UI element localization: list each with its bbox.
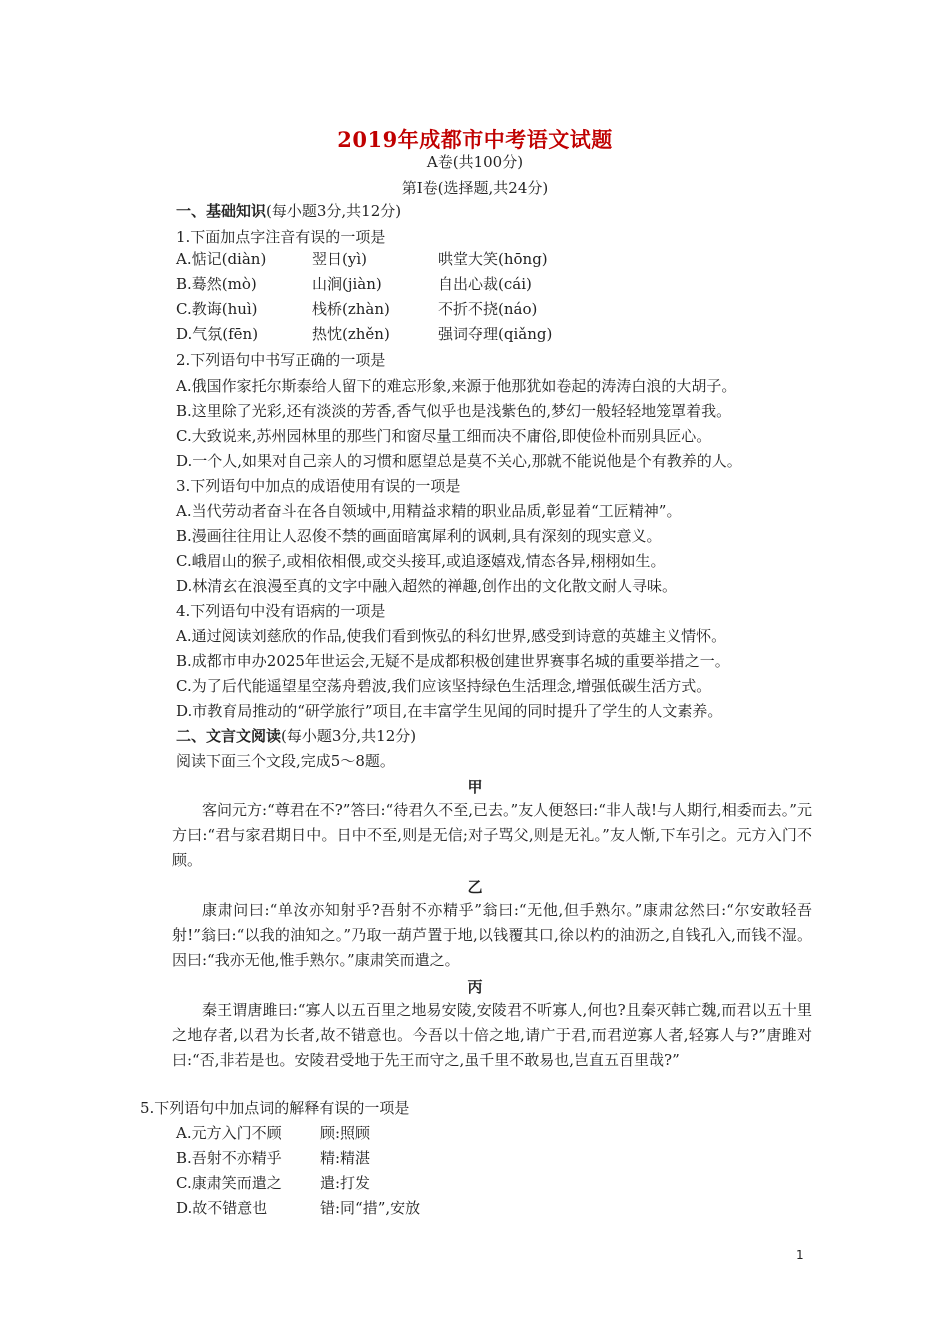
- q3-option-c: C.峨眉山的猴子,或相依相偎,或交头接耳,或追逐嬉戏,情态各异,栩栩如生。: [176, 552, 666, 570]
- section-note: (每小题3分,共12分): [281, 727, 417, 745]
- q4-option-b: B.成都市申办2025年世运会,无疑不是成都积极创建世界赛事名城的重要举措之一。: [176, 652, 730, 670]
- q1-option-b-2: 山涧(jiàn): [312, 275, 382, 293]
- q1-option-a-3: 哄堂大笑(hōng): [438, 250, 548, 268]
- page-title: 2019年成都市中考语文试题: [337, 127, 613, 152]
- passage-label-jia: 甲: [467, 778, 483, 796]
- page-number: 1: [796, 1248, 804, 1262]
- q5-option-d-gloss: 错:同“措”,安放: [320, 1199, 421, 1217]
- q1-option-b-3: 自出心裁(cái): [438, 275, 532, 293]
- passage-bing-text: 秦王谓唐雎曰:“寡人以五百里之地易安陵,安陵君不听寡人,何也?且秦灭韩亡魏,而君以五十里之地存者,以君为长者,故不错意也。今吾以十倍之地,请广于君,而君逆寡人者,轻寡人与?”唐雎对曰:“否,非若是也。安陵君受地于先王而守之,虽千里不敢易也,岂直五百里哉?”: [172, 1001, 812, 1069]
- q5-option-b-gloss: 精:精湛: [320, 1149, 371, 1167]
- q1-option-d-3: 强词夺理(qiǎng): [438, 325, 553, 343]
- q1-option-d-1: D.气氛(fēn): [176, 325, 259, 343]
- q4-option-d: D.市教育局推动的“研学旅行”项目,在丰富学生见闻的同时提升了学生的人文素养。: [176, 702, 723, 720]
- q1-option-c-2: 栈桥(zhàn): [312, 300, 390, 318]
- section-note: (每小题3分,共12分): [266, 202, 402, 220]
- q2-option-c: C.大致说来,苏州园林里的那些门和窗尽量工细而决不庸俗,即使俭朴而别具匠心。: [176, 427, 712, 445]
- question-5-stem: 5.下列语句中加点词的解释有误的一项是: [140, 1099, 410, 1117]
- q2-option-b: B.这里除了光彩,还有淡淡的芳香,香气似乎也是浅紫色的,梦幻一般轻轻地笼罩着我。: [176, 402, 732, 420]
- question-3-stem: 3.下列语句中加点的成语使用有误的一项是: [176, 477, 461, 495]
- q1-option-c-3: 不折不挠(náo): [438, 300, 538, 318]
- q1-option-a-1: A.惦记(diàn): [176, 250, 267, 268]
- q1-option-d-2: 热忱(zhěn): [312, 325, 390, 343]
- q3-option-a: A.当代劳动者奋斗在各自领域中,用精益求精的职业品质,彰显着“工匠精神”。: [176, 502, 682, 520]
- q4-option-c: C.为了后代能遥望星空荡舟碧波,我们应该坚持绿色生活理念,增强低碳生活方式。: [176, 677, 712, 695]
- q5-option-b-phrase: B.吾射不亦精乎: [176, 1149, 282, 1167]
- q5-option-c-phrase: C.康肃笑而遣之: [176, 1174, 282, 1192]
- passage-label-yi: 乙: [467, 878, 483, 896]
- q1-option-c-1: C.教诲(huì): [176, 300, 258, 318]
- volume-subtitle: A卷(共100分): [426, 153, 524, 171]
- question-1-stem: 1.下面加点字注音有误的一项是: [176, 228, 386, 246]
- q4-option-a: A.通过阅读刘慈欣的作品,使我们看到恢弘的科幻世界,感受到诗意的英雄主义情怀。: [176, 627, 727, 645]
- question-2-stem: 2.下列语句中书写正确的一项是: [176, 351, 386, 369]
- part-subtitle: 第Ⅰ卷(选择题,共24分): [401, 179, 549, 197]
- passage-jia-text: 客问元方:“尊君在不?”答曰:“待君久不至,已去。”友人便怒曰:“非人哉!与人期行,相委而去。”元方曰:“君与家君期日中。日中不至,则是无信;对子骂父,则是无礼。”友人惭,下车引之。元方入门不顾。: [172, 801, 812, 869]
- section-title: 二、文言文阅读: [176, 727, 282, 745]
- section-heading-classical: [176, 726, 416, 746]
- section-heading-basics: [176, 201, 401, 221]
- q3-option-b: B.漫画往往用让人忍俊不禁的画面暗寓犀利的讽刺,具有深刻的现实意义。: [176, 527, 662, 545]
- q5-option-a-gloss: 顾:照顾: [320, 1124, 371, 1142]
- passage-yi-text: 康肃问曰:“单汝亦知射乎?吾射不亦精乎”翁曰:“无他,但手熟尔。”康肃忿然曰:“尔安敢轻吾射!”翁曰:“以我的油知之。”乃取一葫芦置于地,以钱覆其口,徐以杓的油沥之,自钱孔入,而钱不湿。因曰:“我亦无他,惟手熟尔。”康肃笑而遣之。: [172, 901, 812, 969]
- reading-instructions: 阅读下面三个文段,完成5～8题。: [176, 752, 395, 770]
- q2-option-d: D.一个人,如果对自己亲人的习惯和愿望总是莫不关心,那就不能说他是个有教养的人。: [176, 452, 742, 470]
- question-4-stem: 4.下列语句中没有语病的一项是: [176, 602, 386, 620]
- q5-option-c-gloss: 遣:打发: [320, 1174, 371, 1192]
- q5-option-a-phrase: A.元方入门不顾: [176, 1124, 282, 1142]
- q3-option-d: D.林清玄在浪漫至真的文字中融入超然的禅趣,创作出的文化散文耐人寻味。: [176, 577, 678, 595]
- q2-option-a: A.俄国作家托尔斯泰给人留下的难忘形象,来源于他那犹如卷起的涛涛白浪的大胡子。: [176, 377, 737, 395]
- passage-label-bing: 丙: [467, 978, 483, 996]
- q1-option-a-2: 翌日(yì): [312, 250, 367, 268]
- q1-option-b-1: B.蓦然(mò): [176, 275, 257, 293]
- section-title: 一、基础知识: [176, 202, 267, 220]
- q5-option-d-phrase: D.故不错意也: [176, 1199, 268, 1217]
